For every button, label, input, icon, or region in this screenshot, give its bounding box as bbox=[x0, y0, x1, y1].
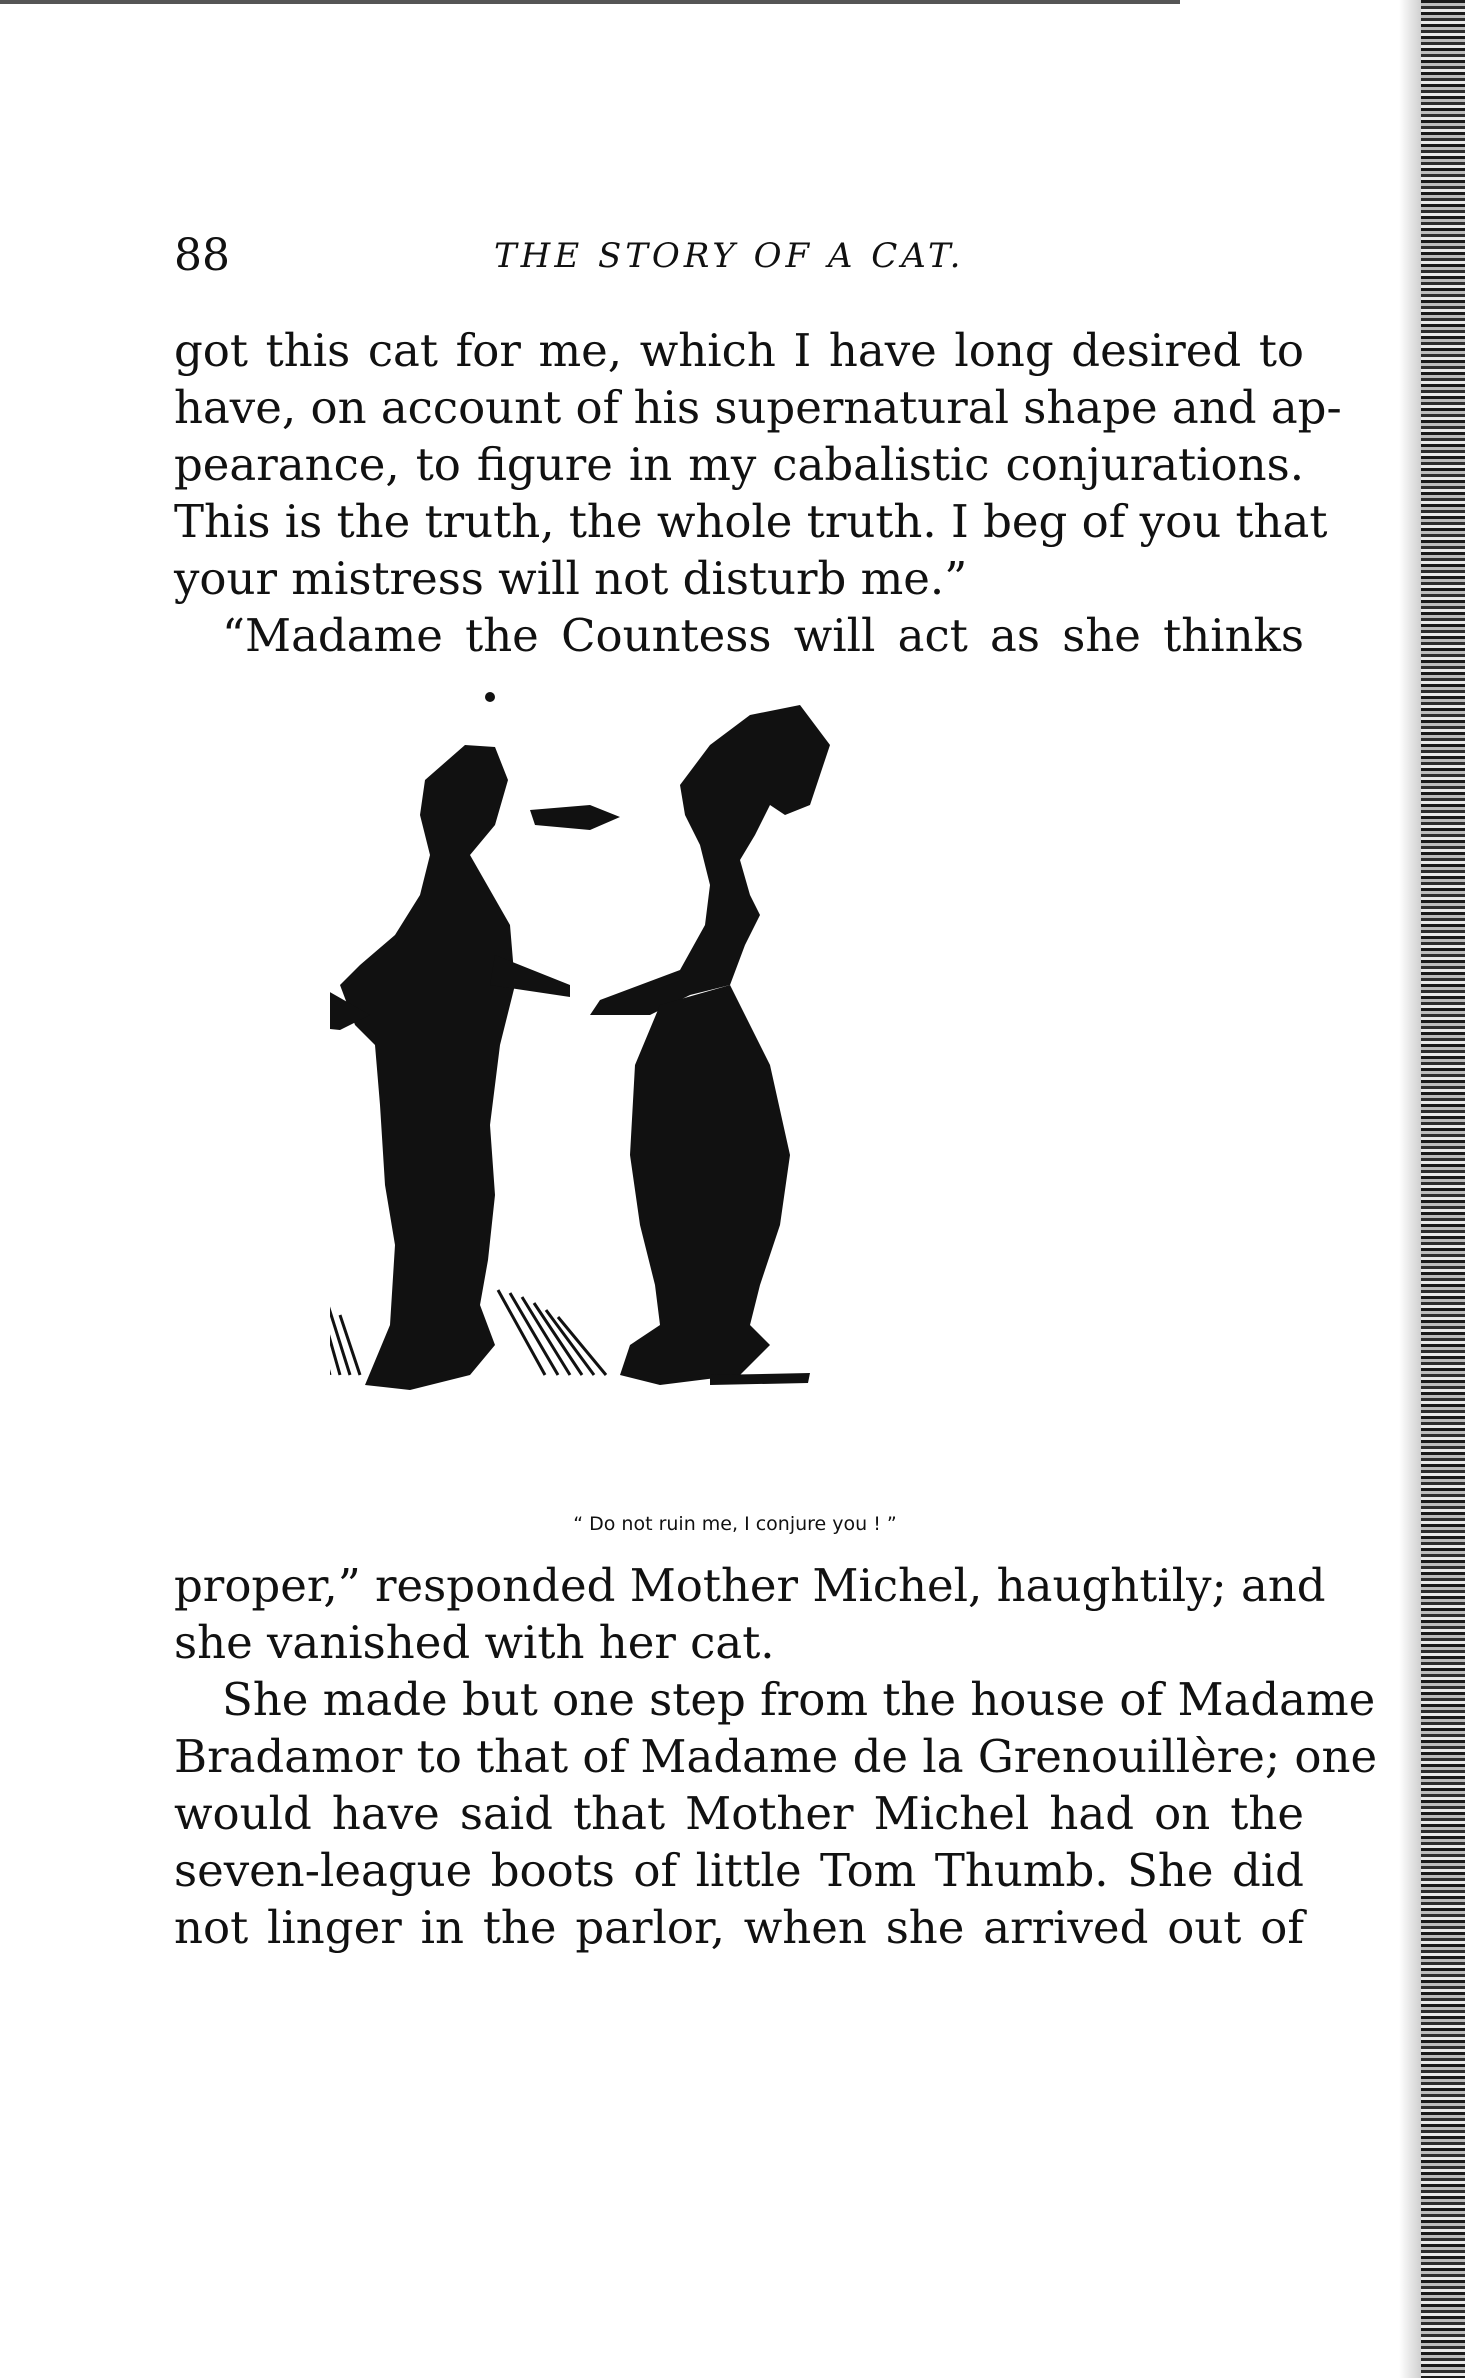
text-line: Bradamor to that of Madame de la Grenouillère; one bbox=[174, 1730, 1378, 1783]
text-line: your mistress will not disturb me.” bbox=[174, 552, 968, 605]
silhouette-illustration bbox=[330, 685, 1160, 1515]
bottom-paragraphs bbox=[174, 1557, 1378, 1956]
text-line: she vanished with her cat. bbox=[174, 1616, 775, 1669]
text-line: have, on account of his supernatural shape and ap- bbox=[174, 381, 1342, 434]
text-line: She made but one step from the house of Madame bbox=[222, 1673, 1376, 1726]
page-binding-edge bbox=[1421, 0, 1465, 2378]
top-paragraphs bbox=[174, 322, 1342, 664]
old-woman-silhouette bbox=[530, 705, 830, 1385]
page-header bbox=[174, 230, 1304, 290]
text-line: got this cat for me, which I have long desired to bbox=[174, 324, 1304, 377]
illustration-caption: “ Do not ruin me, I conjure you ! ” bbox=[573, 1513, 897, 1535]
text-line: pearance, to figure in my cabalistic conjurations. bbox=[174, 438, 1304, 491]
woman-silhouette bbox=[330, 745, 570, 1390]
text-line: seven-league boots of little Tom Thumb. She did bbox=[174, 1844, 1304, 1897]
text-line: not linger in the parlor, when she arrived out of bbox=[174, 1901, 1304, 1954]
text-line: “Madame the Countess will act as she thinks bbox=[222, 609, 1304, 662]
running-title: THE STORY OF A CAT. bbox=[494, 236, 965, 276]
speck bbox=[485, 692, 495, 702]
text-line: This is the truth, the whole truth. I beg of you that bbox=[174, 495, 1328, 548]
text-line: proper,” responded Mother Michel, haughtily; and bbox=[174, 1559, 1326, 1612]
page-top-rule bbox=[0, 0, 1180, 4]
page-number: 88 bbox=[174, 230, 230, 281]
page-edge-shadow bbox=[1399, 0, 1421, 2378]
text-line: would have said that Mother Michel had on the bbox=[174, 1787, 1304, 1840]
